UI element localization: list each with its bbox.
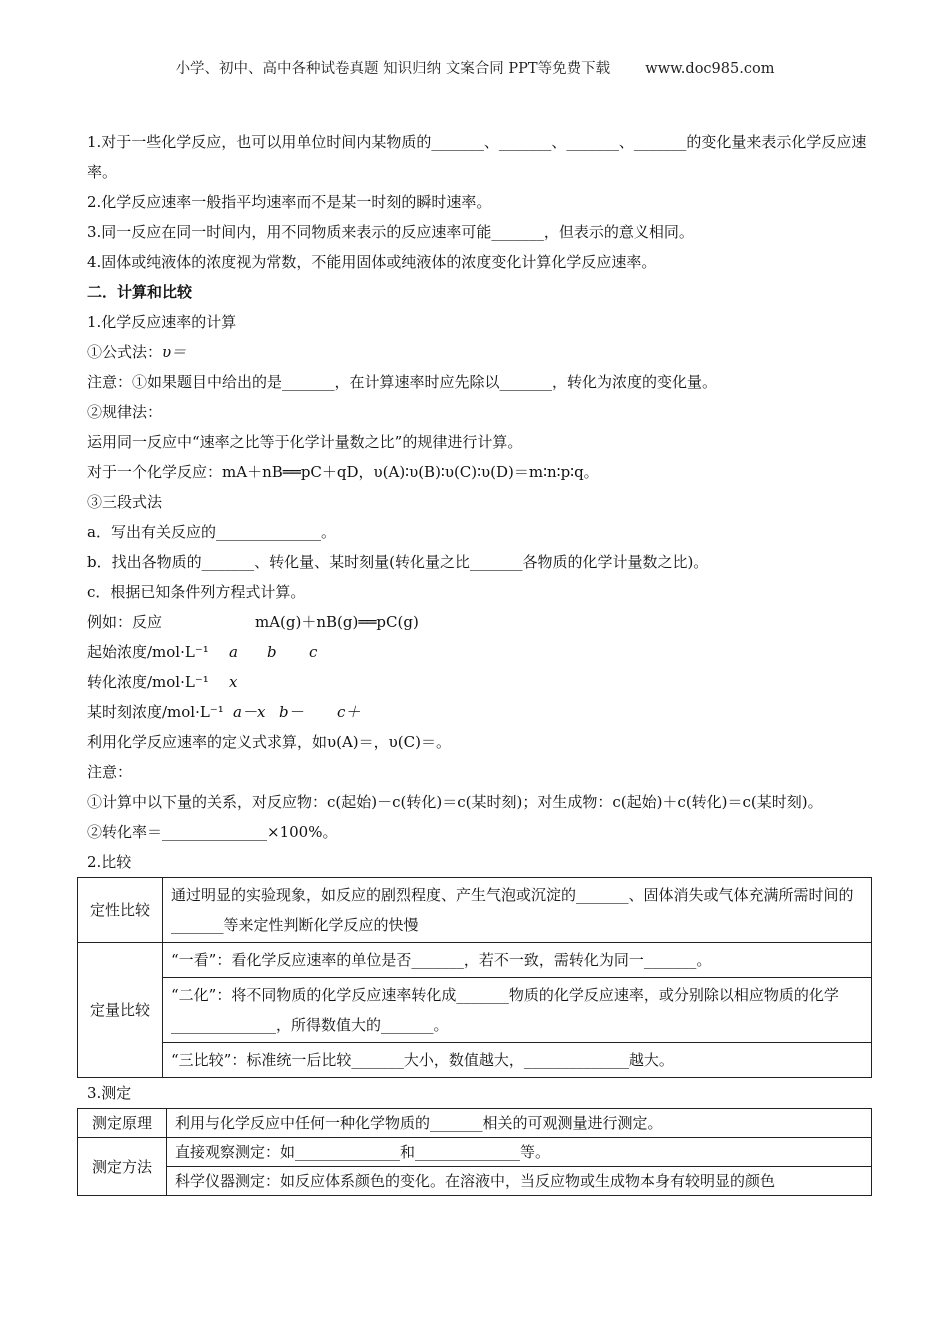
formula-expr: υ＝ bbox=[162, 343, 187, 361]
note-item-2: ②转化率＝______________×100%。 bbox=[87, 823, 338, 841]
initial-c: c bbox=[309, 643, 318, 661]
moment-a: a－x bbox=[233, 703, 266, 721]
example-reaction: mA(g)＋nB(g)══pC(g) bbox=[255, 613, 419, 631]
change-x: x bbox=[229, 673, 238, 691]
note-item-1: ①计算中以下量的关系，对反应物：c(起始)－c(转化)＝c(某时刻)；对生成物：c(起始)＋c(转化)＝c(某时刻)。 bbox=[87, 793, 823, 811]
page-header bbox=[0, 57, 950, 78]
table-row bbox=[78, 878, 872, 943]
moment-c: c＋ bbox=[337, 703, 361, 721]
method-label: 测定方法 bbox=[78, 1138, 167, 1196]
method-1: 直接观察测定：如______________和______________等。 bbox=[167, 1138, 872, 1167]
calc-title: 1.化学反应速率的计算 bbox=[87, 313, 237, 331]
qual-text: 通过明显的实验现象，如反应的剧烈程度、产生气泡或沉淀的_______、固体消失或气体充满所需时间的_______等来定性判断化学反应的快慢 bbox=[163, 878, 872, 943]
note-3: 3.同一反应在同一时间内，用不同物质来表示的反应速率可能_______，但表示的意义相同。 bbox=[87, 223, 694, 241]
document-body bbox=[87, 127, 877, 1196]
initial-row bbox=[87, 637, 877, 667]
note-4: 4.固体或纯液体的浓度视为常数，不能用固体或纯液体的浓度变化计算化学反应速率。 bbox=[87, 253, 657, 271]
table-row bbox=[78, 1109, 872, 1138]
quant-3: “三比较”：标准统一后比较_______大小，数值越大，______________越大。 bbox=[163, 1043, 872, 1078]
compare-title: 2.比较 bbox=[87, 853, 132, 871]
formula-line bbox=[87, 337, 877, 367]
change-row-label: 转化浓度/mol·L⁻¹ bbox=[87, 673, 209, 691]
rule-label: ②规律法： bbox=[87, 403, 163, 421]
quant-label: 定量比较 bbox=[78, 943, 163, 1078]
initial-a: a bbox=[229, 643, 238, 661]
table-row bbox=[78, 1167, 872, 1196]
example-line bbox=[87, 607, 877, 637]
measure-table bbox=[77, 1108, 872, 1196]
rule-reaction-line bbox=[87, 457, 877, 487]
note-1: 1.对于一些化学反应，也可以用单位时间内某物质的_______、_______、_______、_______的变化量来表示化学反应速率。 bbox=[87, 133, 867, 181]
step-a: a．写出有关反应的______________。 bbox=[87, 523, 336, 541]
rule-text: 运用同一反应中“速率之比等于化学计量数之比”的规律进行计算。 bbox=[87, 433, 523, 451]
example-label: 例如：反应 bbox=[87, 613, 163, 631]
moment-b: b－ bbox=[279, 703, 304, 721]
three-step-label: ③三段式法 bbox=[87, 493, 163, 511]
use-definition: 利用化学反应速率的定义式求算，如υ(A)＝，υ(C)＝。 bbox=[87, 733, 451, 751]
formula-label: ①公式法： bbox=[87, 343, 163, 361]
table-row bbox=[78, 978, 872, 1043]
section-2-title: 二．计算和比较 bbox=[87, 283, 193, 301]
header-text: 小学、初中、高中各种试卷真题 知识归纳 文案合同 PPT等免费下载 bbox=[175, 61, 611, 77]
qual-label: 定性比较 bbox=[78, 878, 163, 943]
change-row bbox=[87, 667, 877, 697]
quant-1: “一看”：看化学反应速率的单位是否_______，若不一致，需转化为同一_______。 bbox=[163, 943, 872, 978]
table-row bbox=[78, 943, 872, 978]
header-url[interactable]: www.doc985.com bbox=[645, 61, 775, 77]
note-2: 2.化学反应速率一般指平均速率而不是某一时刻的瞬时速率。 bbox=[87, 193, 492, 211]
compare-table bbox=[77, 877, 872, 1078]
initial-row-label: 起始浓度/mol·L⁻¹ bbox=[87, 643, 209, 661]
table-row bbox=[78, 1043, 872, 1078]
formula-note: 注意：①如果题目中给出的是_______，在计算速率时应先除以_______，转化为浓度的变化量。 bbox=[87, 373, 718, 391]
quant-2: “二化”：将不同物质的化学反应速率转化成_______物质的化学反应速率，或分别除以相应物质的化学______________，所得数值大的_______。 bbox=[163, 978, 872, 1043]
step-c: c．根据已知条件列方程式计算。 bbox=[87, 583, 306, 601]
principle-text: 利用与化学反应中任何一种化学物质的_______相关的可观测量进行测定。 bbox=[167, 1109, 872, 1138]
step-b: b．找出各物质的_______、转化量、某时刻量(转化量之比_______各物质的化学计量数之比)。 bbox=[87, 553, 709, 571]
note-label: 注意： bbox=[87, 763, 133, 781]
moment-row-label: 某时刻浓度/mol·L⁻¹ bbox=[87, 703, 224, 721]
table-row bbox=[78, 1138, 872, 1167]
initial-b: b bbox=[267, 643, 277, 661]
rule-reaction: mA＋nB══pC＋qD，υ(A)∶υ(B)∶υ(C)∶υ(D)＝m∶n∶p∶q。 bbox=[222, 463, 599, 481]
principle-label: 测定原理 bbox=[78, 1109, 167, 1138]
method-2: 科学仪器测定：如反应体系颜色的变化。在溶液中，当反应物或生成物本身有较明显的颜色 bbox=[167, 1167, 872, 1196]
rule-reaction-prefix: 对于一个化学反应： bbox=[87, 463, 223, 481]
measure-title: 3.测定 bbox=[87, 1084, 132, 1102]
moment-row bbox=[87, 697, 877, 727]
